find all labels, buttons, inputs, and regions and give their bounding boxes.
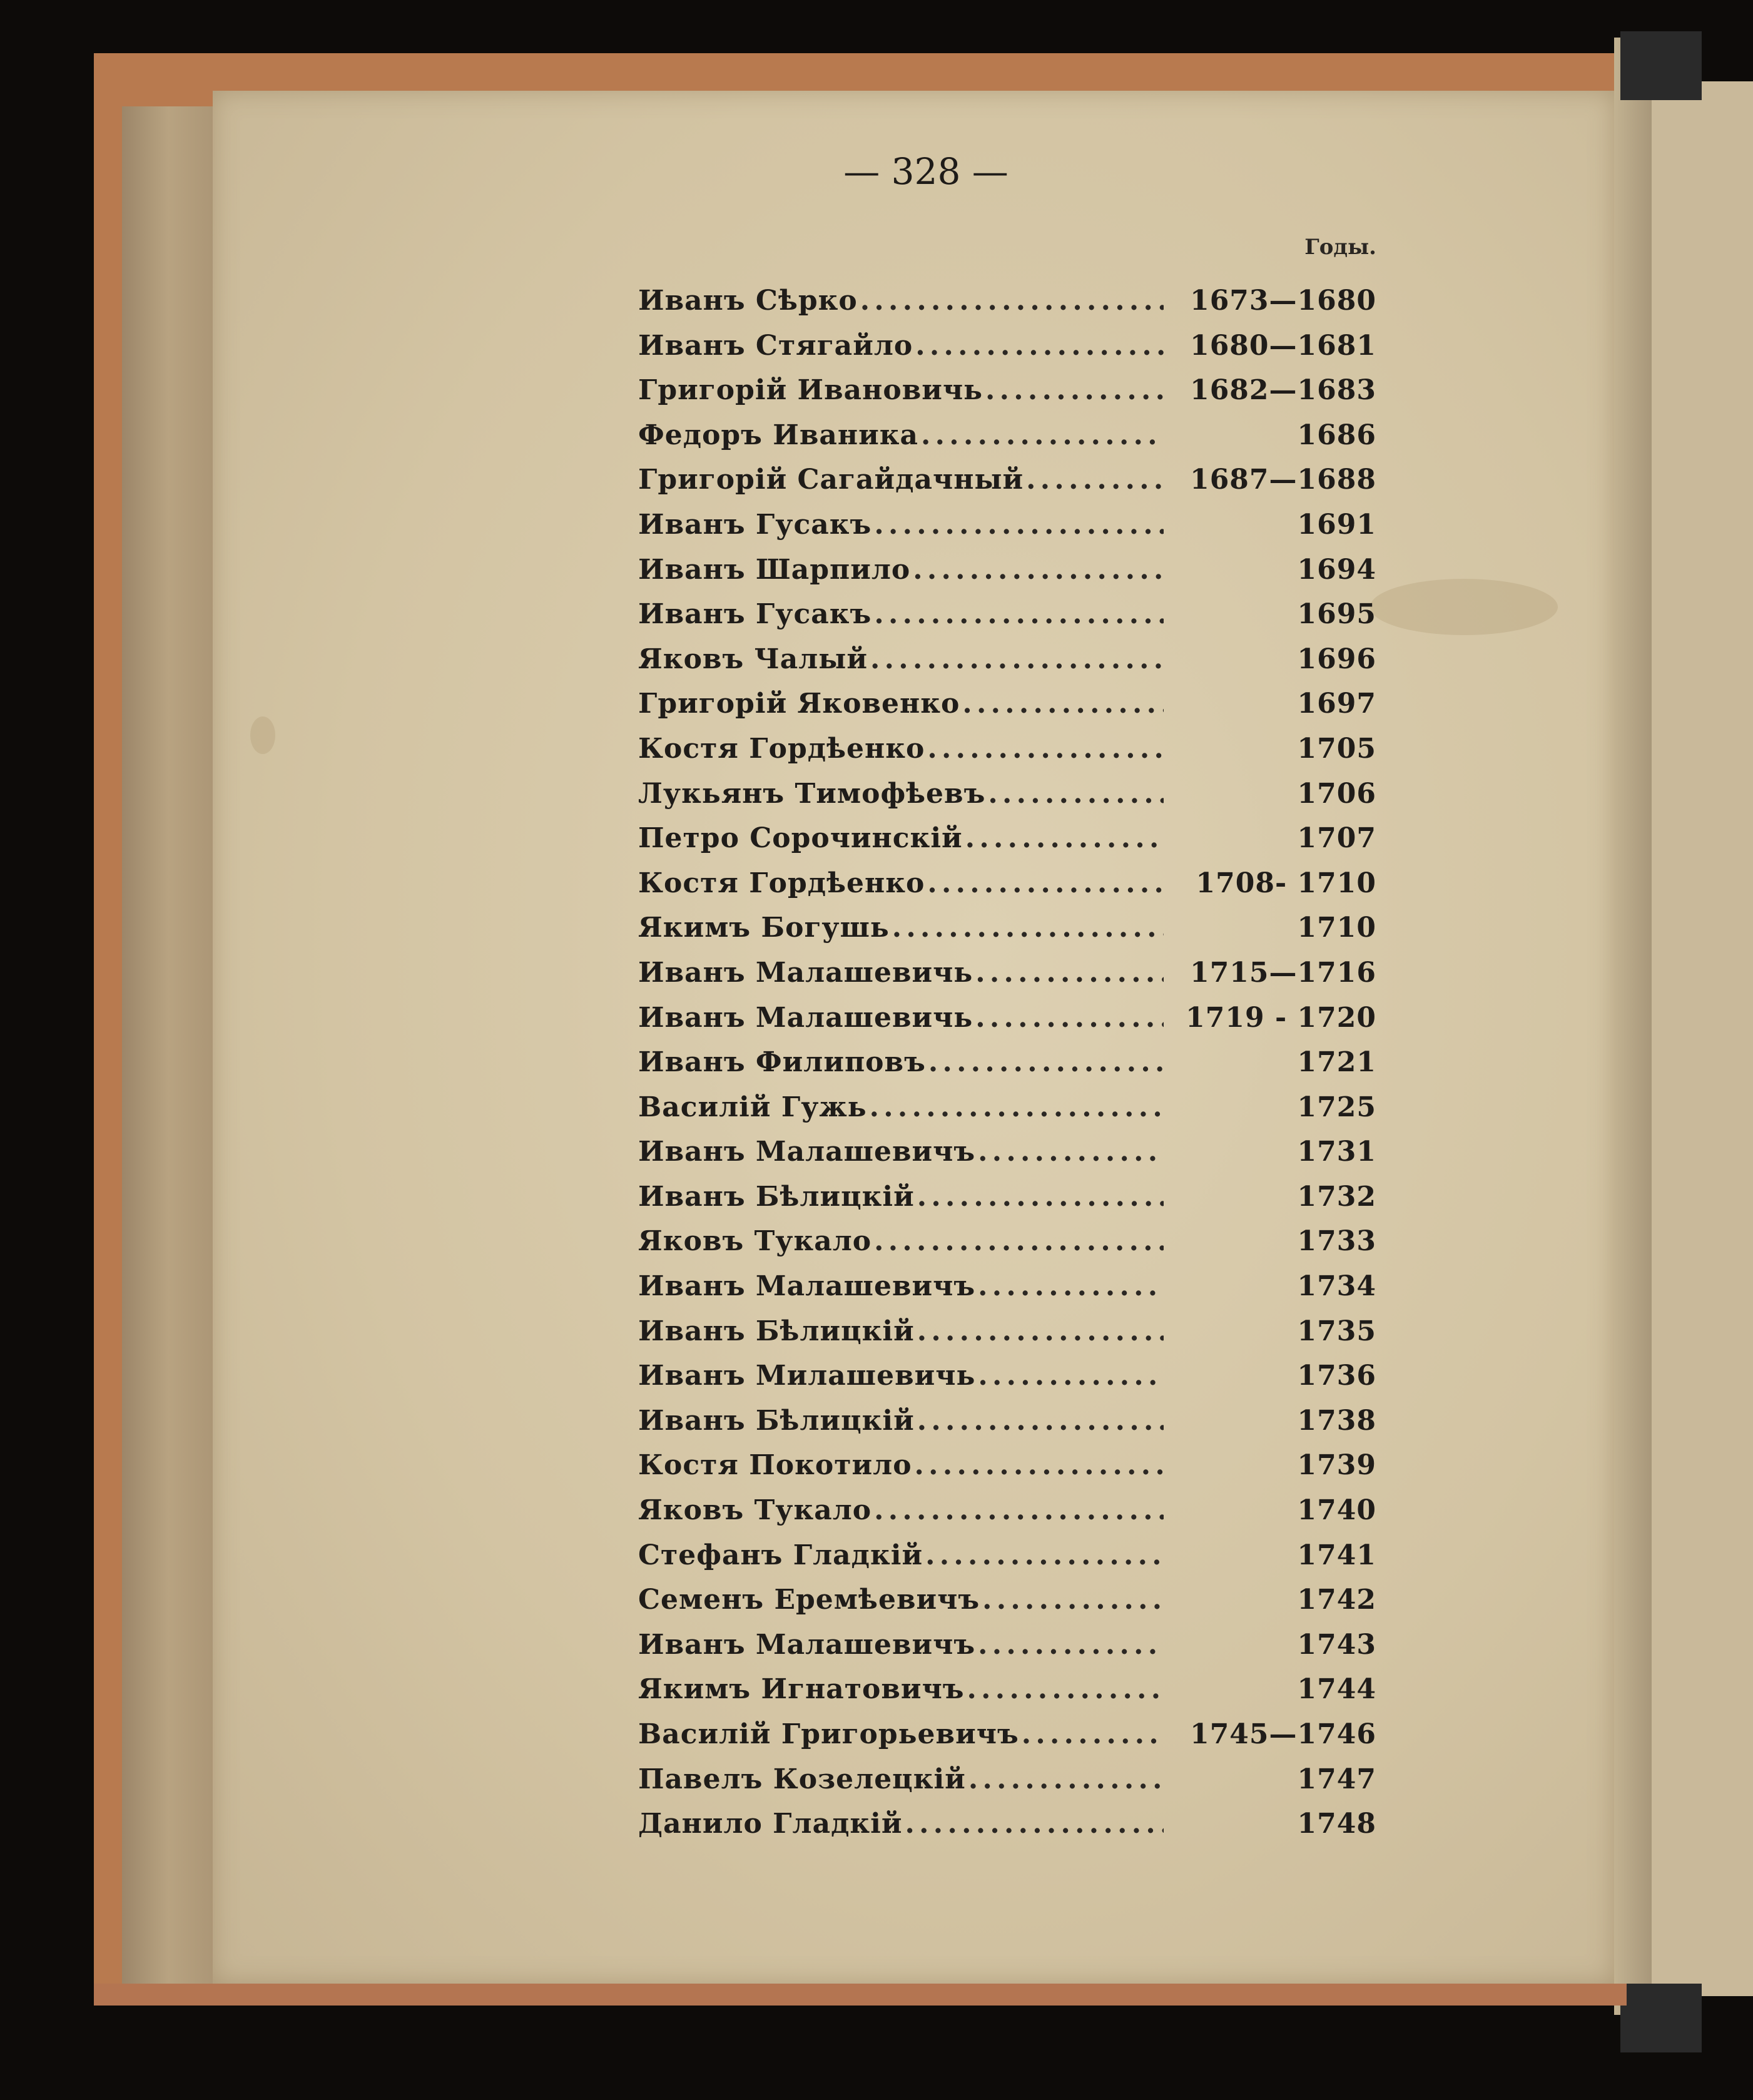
entry-name: Иванъ Гусакъ <box>638 598 872 631</box>
list-item <box>638 1181 1376 1226</box>
list-item <box>638 1629 1376 1674</box>
entry-name: Данило Гладкій <box>638 1808 903 1840</box>
entry-name: Якимъ Игнатовичъ <box>638 1673 965 1706</box>
entry-years: 1691 <box>1297 508 1376 541</box>
dot-leader <box>1022 1718 1164 1750</box>
entry-years: 1739 <box>1297 1449 1376 1482</box>
list-item <box>638 778 1376 823</box>
list-item <box>638 822 1376 867</box>
dot-leader <box>874 1494 1164 1526</box>
list-item <box>638 643 1376 688</box>
list-item <box>638 1539 1376 1584</box>
spine-band-bottom <box>1620 1984 1702 2052</box>
entry-years: 1741 <box>1297 1539 1376 1571</box>
entry-years: 1706 <box>1297 777 1376 810</box>
paper-stain <box>1370 579 1558 635</box>
list-item <box>638 1091 1376 1136</box>
dot-leader <box>892 912 1164 944</box>
dot-leader <box>978 1270 1164 1302</box>
dot-leader <box>928 1046 1164 1078</box>
dot-leader <box>915 330 1164 362</box>
dot-leader <box>982 1584 1164 1616</box>
dot-leader <box>927 867 1164 899</box>
entry-name: Павелъ Козелецкій <box>638 1763 966 1795</box>
entry-years: 1740 <box>1297 1494 1376 1527</box>
entry-name: Иванъ Малашевичъ <box>638 1136 976 1168</box>
list-item <box>638 1494 1376 1539</box>
entry-years: 1731 <box>1297 1136 1376 1168</box>
entry-name: Яковъ Тукало <box>638 1494 872 1527</box>
entry-name: Яковъ Чалый <box>638 643 868 675</box>
entry-name: Стефанъ Гладкій <box>638 1539 923 1571</box>
dot-leader <box>978 1360 1164 1392</box>
list-item <box>638 1315 1376 1360</box>
entry-name: Иванъ Малашевичь <box>638 956 973 989</box>
dot-leader <box>968 1763 1164 1795</box>
entry-name: Костя Гордѣенко <box>638 867 925 899</box>
entry-years: 1705 <box>1297 732 1376 765</box>
dot-leader <box>917 1181 1164 1213</box>
entry-name: Василій Гужь <box>638 1091 867 1123</box>
list-item <box>638 1718 1376 1763</box>
entry-years: 1710 <box>1297 912 1376 944</box>
dot-leader <box>978 1629 1164 1661</box>
entry-name: Григорій Яковенко <box>638 688 960 720</box>
entry-years: 1748 <box>1297 1808 1376 1840</box>
dot-leader <box>925 1539 1164 1571</box>
entry-name: Иванъ Филиповъ <box>638 1046 926 1079</box>
list-item <box>638 1360 1376 1405</box>
list-item <box>638 1405 1376 1450</box>
dot-leader <box>978 1136 1164 1168</box>
dot-leader <box>874 598 1164 630</box>
dot-leader <box>860 285 1164 317</box>
years-column-header: Годы. <box>1304 235 1376 260</box>
list-item <box>638 330 1376 375</box>
entry-years: 1680—1681 <box>1190 329 1376 362</box>
entry-years: 1697 <box>1297 688 1376 720</box>
entry-years: 1715—1716 <box>1190 956 1376 989</box>
entry-years: 1733 <box>1297 1225 1376 1258</box>
facing-page-edge <box>1652 81 1753 1996</box>
list-item <box>638 1225 1376 1270</box>
list-item <box>638 598 1376 643</box>
list-item <box>638 1763 1376 1808</box>
entry-years: 1734 <box>1297 1270 1376 1303</box>
dot-leader <box>874 509 1164 541</box>
list-item <box>638 1449 1376 1494</box>
list-item <box>638 957 1376 1002</box>
entry-years: 1725 <box>1297 1091 1376 1123</box>
list-item <box>638 285 1376 330</box>
entry-years: 1738 <box>1297 1404 1376 1437</box>
list-item <box>638 1584 1376 1629</box>
entry-name: Иванъ Сѣрко <box>638 285 858 317</box>
list-item <box>638 688 1376 733</box>
hetman-list <box>638 285 1376 1853</box>
spine-band-top <box>1620 31 1702 100</box>
entry-name: Иванъ Шарпило <box>638 553 911 586</box>
entry-years: 1736 <box>1297 1360 1376 1392</box>
entry-years: 1745—1746 <box>1190 1718 1376 1750</box>
entry-years: 1696 <box>1297 643 1376 675</box>
list-item <box>638 509 1376 554</box>
dot-leader <box>874 1225 1164 1257</box>
dot-leader <box>967 1673 1164 1705</box>
list-item <box>638 867 1376 912</box>
entry-name: Иванъ Малашевичь <box>638 1001 973 1034</box>
dot-leader <box>870 1091 1164 1123</box>
dot-leader <box>913 554 1164 586</box>
list-item <box>638 1673 1376 1718</box>
entry-name: Семенъ Еремѣевичъ <box>638 1584 980 1616</box>
dot-leader <box>927 733 1164 765</box>
dot-leader <box>975 1002 1164 1034</box>
list-item <box>638 912 1376 957</box>
entry-name: Костя Покотило <box>638 1449 912 1482</box>
entry-years: 1695 <box>1297 598 1376 631</box>
entry-name: Федоръ Иваника <box>638 419 919 451</box>
entry-name: Иванъ Бѣлицкій <box>638 1404 915 1437</box>
dot-leader <box>870 643 1164 675</box>
list-item <box>638 554 1376 599</box>
entry-name: Лукьянъ Тимофѣевъ <box>638 777 986 810</box>
dot-leader <box>921 419 1164 451</box>
dot-leader <box>917 1405 1164 1437</box>
entry-name: Иванъ Милашевичь <box>638 1360 976 1392</box>
dot-leader <box>962 688 1164 720</box>
entry-years: 1686 <box>1297 419 1376 451</box>
entry-years: 1687—1688 <box>1190 464 1376 496</box>
entry-years: 1708- 1710 <box>1196 867 1376 899</box>
paper-stain <box>250 716 275 754</box>
entry-years: 1747 <box>1297 1763 1376 1795</box>
entry-years: 1719 - 1720 <box>1186 1001 1376 1034</box>
list-item <box>638 733 1376 778</box>
page-number: — 328 — <box>843 150 1009 193</box>
entry-name: Иванъ Бѣлицкій <box>638 1180 915 1213</box>
entry-years: 1742 <box>1297 1584 1376 1616</box>
list-item <box>638 419 1376 464</box>
entry-name: Иванъ Малашевичъ <box>638 1628 976 1661</box>
entry-name: Петро Сорочинскій <box>638 822 963 855</box>
cover-bottom-edge <box>94 1984 1627 2006</box>
dot-leader <box>905 1808 1164 1840</box>
list-item <box>638 1808 1376 1853</box>
entry-years: 1707 <box>1297 822 1376 855</box>
entry-years: 1732 <box>1297 1180 1376 1213</box>
entry-years: 1743 <box>1297 1628 1376 1661</box>
entry-name: Костя Гордѣенко <box>638 732 925 765</box>
list-item <box>638 1046 1376 1091</box>
list-item <box>638 1270 1376 1315</box>
entry-name: Иванъ Малашевичъ <box>638 1270 976 1303</box>
list-item <box>638 1136 1376 1181</box>
entry-years: 1735 <box>1297 1315 1376 1347</box>
entry-name: Василій Григорьевичъ <box>638 1718 1019 1750</box>
dot-leader <box>975 957 1164 989</box>
dot-leader <box>917 1315 1164 1347</box>
list-item <box>638 1002 1376 1047</box>
entry-years: 1673—1680 <box>1190 285 1376 317</box>
entry-name: Иванъ Бѣлицкій <box>638 1315 915 1347</box>
list-item <box>638 374 1376 419</box>
entry-name: Иванъ Гусакъ <box>638 508 872 541</box>
dot-leader <box>915 1449 1164 1481</box>
list-item <box>638 464 1376 509</box>
entry-name: Григорій Ивановичь <box>638 374 983 407</box>
dot-leader <box>985 374 1164 406</box>
entry-years: 1744 <box>1297 1673 1376 1706</box>
entry-name: Григорій Сагайдачный <box>638 464 1024 496</box>
dot-leader <box>965 822 1164 854</box>
entry-years: 1721 <box>1297 1046 1376 1079</box>
entry-years: 1682—1683 <box>1190 374 1376 407</box>
dot-leader <box>988 778 1164 810</box>
entry-name: Яковъ Тукало <box>638 1225 872 1258</box>
dot-leader <box>1026 464 1164 496</box>
entry-name: Якимъ Богушь <box>638 912 890 944</box>
entry-years: 1694 <box>1297 553 1376 586</box>
entry-name: Иванъ Стягайло <box>638 329 913 362</box>
